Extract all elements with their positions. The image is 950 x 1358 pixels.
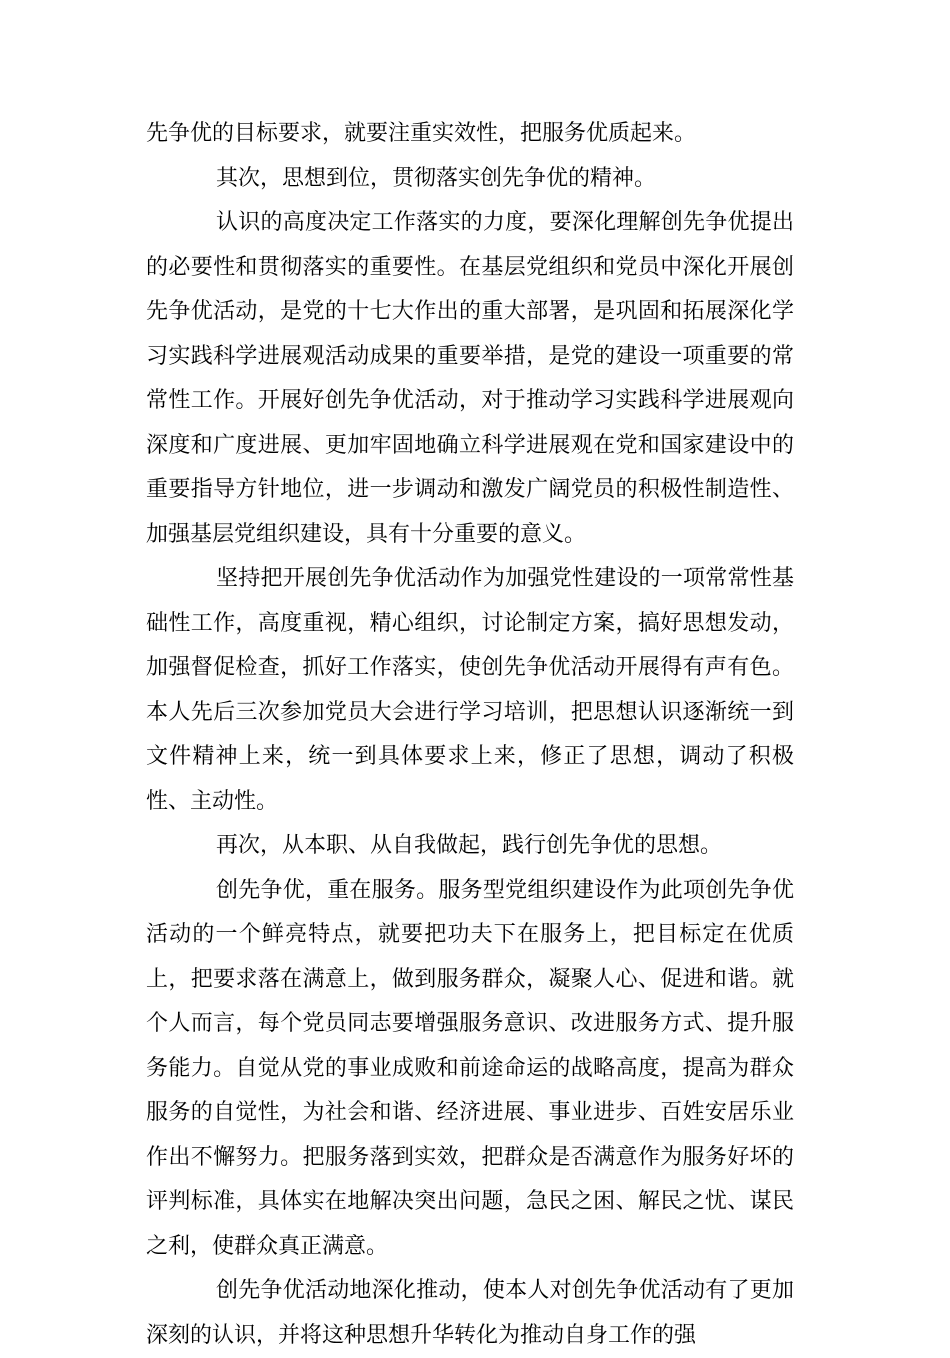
paragraph-5: 再次，从本职、从自我做起，践行创先争优的思想。 [216,833,723,858]
paragraph-1: 先争优的目标要求，就要注重实效性，把服务优质起来。 [146,121,697,146]
paragraph-4: 坚持把开展创先争优活动作为加强党性建设的一项常常性基础性工作，高度重视，精心组织，讨论制定方案，搞好思想发动，加强督促检查，抓好工作落实，使创先争优活动开展得有声有色。本人先后三次参加党员大会进行学习培训，把思想认识逐渐统一到文件精神上来，统一到具体要求上来，修正了思想，调动了积极性、主动性。 [146,566,794,814]
paragraph-6: 创先争优，重在服务。服务型党组织建设作为此项创先争优活动的一个鲜亮特点，就要把功夫下在服务上，把目标定在优质上，把要求落在满意上，做到服务群众，凝聚人心、促进和谐。就个人而言，每个党员同志要增强服务意识、改进服务方式、提升服务能力。自觉从党的事业成败和前途命运的战略高度，提高为群众服务的自觉性，为社会和谐、经济进展、事业进步、百姓安居乐业作出不懈努力。把服务落到实效，把群众是否满意作为服务好坏的评判标准，具体实在地解决突出问题，急民之困、解民之忧、谋民之利，使群众真正满意。 [146,877,794,1259]
document-body [146,112,794,1358]
paragraph-3: 认识的高度决定工作落实的力度，要深化理解创先争优提出的必要性和贯彻落实的重要性。在基层党组织和党员中深化开展创先争优活动，是党的十七大作出的重大部署，是巩固和拓展深化学习实践科学进展观活动成果的重要举措，是党的建设一项重要的常常性工作。开展好创先争优活动，对于推动学习实践科学进展观向深度和广度进展、更加牢固地确立科学进展观在党和国家建设中的重要指导方针地位，进一步调动和激发广阔党员的积极性制造性、加强基层党组织建设，具有十分重要的意义。 [146,210,794,547]
paragraph-2: 其次，思想到位，贯彻落实创先争优的精神。 [216,165,657,191]
paragraph-7: 创先争优活动地深化推动，使本人对创先争优活动有了更加深刻的认识，并将这种思想升华转化为推动自身工作的强 [146,1278,794,1348]
